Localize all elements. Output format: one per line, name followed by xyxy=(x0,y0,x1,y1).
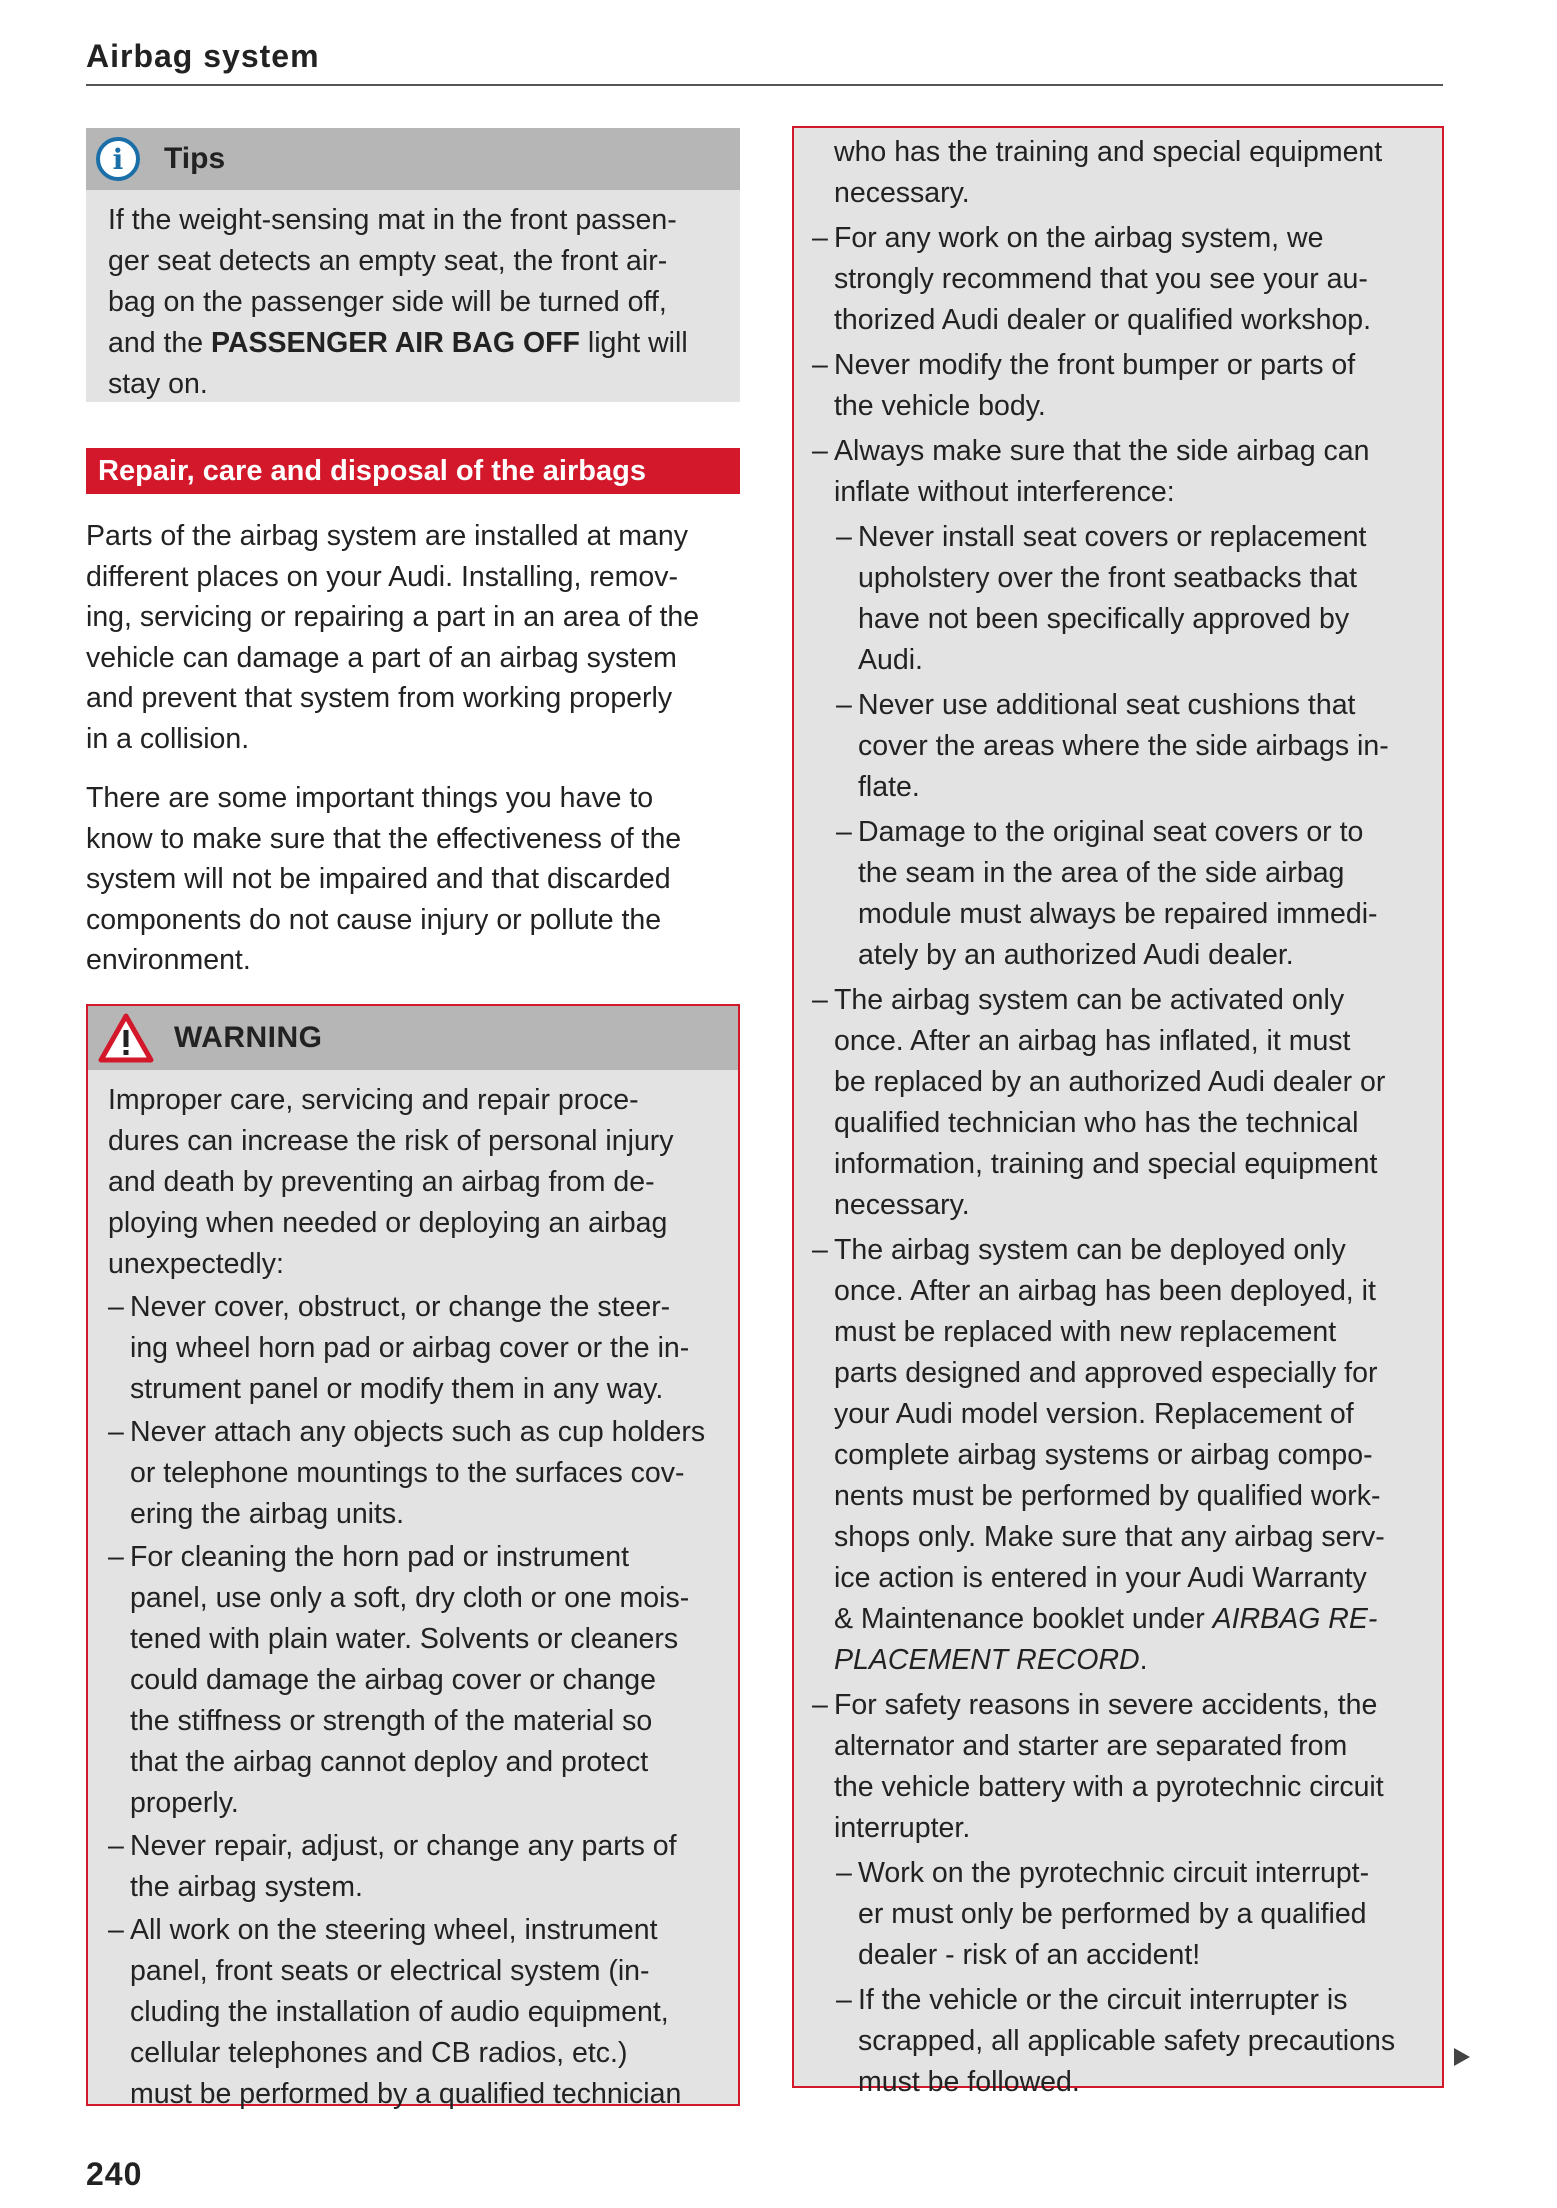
text-line: ering the airbag units. xyxy=(130,1498,405,1530)
text-line: be replaced by an authorized Audi dealer or xyxy=(834,1066,1386,1098)
text-line: – Never cover, obstruct, or change the steer- xyxy=(130,1291,671,1323)
text-line: components do not cause injury or pollute the xyxy=(86,903,662,936)
text-line: Audi. xyxy=(858,644,923,676)
text-line: must be followed. xyxy=(858,2066,1080,2098)
warning-header xyxy=(88,1006,738,1070)
text-line: If the weight-sensing mat in the front passen- xyxy=(108,204,677,236)
text-line: must be replaced with new replacement xyxy=(834,1316,1337,1348)
text-line: system will not be impaired and that discarded xyxy=(86,863,671,896)
text-line: and prevent that system from working properly xyxy=(86,682,673,715)
text-line: dures can increase the risk of personal injury xyxy=(108,1125,674,1157)
text-line: vehicle can damage a part of an airbag system xyxy=(86,641,677,674)
text-line: module must always be repaired immedi- xyxy=(858,898,1378,930)
text-line: strongly recommend that you see your au- xyxy=(834,263,1368,295)
paragraph-intro xyxy=(86,516,746,760)
list-item xyxy=(812,1230,1428,1681)
text-line: ger seat detects an empty seat, the front air- xyxy=(108,245,668,277)
list-item xyxy=(812,345,1428,427)
list-item xyxy=(108,1537,720,1824)
text-line xyxy=(834,1599,1428,1640)
text-line: Parts of the airbag system are installed at many xyxy=(86,520,688,552)
text-line: ing, servicing or repairing a part in an area of the xyxy=(86,601,700,634)
tips-header xyxy=(86,128,740,190)
text-line: – If the vehicle or the circuit interrupter is xyxy=(858,1984,1348,2016)
text-line: tened with plain water. Solvents or cleaners xyxy=(130,1623,679,1655)
text-line: your Audi model version. Replacement of xyxy=(834,1398,1354,1430)
warning-triangle-icon xyxy=(98,1013,154,1063)
text-line: – The airbag system can be deployed only xyxy=(834,1234,1346,1266)
text-line: – Never modify the front bumper or parts of xyxy=(834,349,1356,381)
text-line: different places on your Audi. Installing, remov- xyxy=(86,560,678,593)
text-line: parts designed and approved especially for xyxy=(834,1357,1378,1389)
text-line: properly. xyxy=(130,1787,239,1819)
text-line: – Work on the pyrotechnic circuit interrupt- xyxy=(858,1857,1370,1889)
continue-arrow-icon xyxy=(1452,2046,1472,2068)
text-line: ploying when needed or deploying an airbag xyxy=(108,1207,668,1239)
tips-box xyxy=(86,128,740,402)
text-line: environment. xyxy=(86,944,251,977)
continued-item xyxy=(812,132,1428,214)
sub-list-item xyxy=(812,517,1428,681)
text-fragment: and the xyxy=(108,327,212,359)
text-line: – Never attach any objects such as cup holders xyxy=(130,1416,706,1448)
text-line: unexpectedly: xyxy=(108,1248,284,1280)
tips-text xyxy=(86,190,740,405)
list-item xyxy=(108,1412,720,1535)
text-fragment: light will xyxy=(579,327,688,359)
text-line: er must only be performed by a qualified xyxy=(858,1898,1367,1930)
warning-title: WARNING xyxy=(174,1021,323,1054)
section-heading: Repair, care and disposal of the airbags xyxy=(86,448,740,494)
text-line: know to make sure that the effectiveness of the xyxy=(86,822,682,855)
text-line: upholstery over the front seatbacks that xyxy=(858,562,1358,594)
text-line: interrupter. xyxy=(834,1812,971,1844)
text-line: qualified technician who has the technical xyxy=(834,1107,1359,1139)
text-line: bag on the passenger side will be turned off, xyxy=(108,286,667,318)
text-line: cluding the installation of audio equipment, xyxy=(130,1996,669,2028)
text-line: panel, use only a soft, dry cloth or one mois- xyxy=(130,1582,690,1614)
text-line: complete airbag systems or airbag compo- xyxy=(834,1439,1373,1471)
info-icon: i xyxy=(96,137,140,181)
text-fragment: . xyxy=(1139,1644,1148,1676)
list-item xyxy=(108,1910,720,2115)
text-line: information, training and special equipment xyxy=(834,1148,1378,1180)
text-line xyxy=(108,323,718,364)
list-item xyxy=(812,1685,1428,1849)
text-line: – Never use additional seat cushions that xyxy=(858,689,1356,721)
text-line: panel, front seats or electrical system (in- xyxy=(130,1955,650,1987)
warning-box xyxy=(86,1004,740,2110)
list-item xyxy=(812,431,1428,513)
text-line: necessary. xyxy=(834,1189,970,1221)
list-item xyxy=(108,1287,720,1410)
text-line: have not been specifically approved by xyxy=(858,603,1350,635)
text-line: ing wheel horn pad or airbag cover or the in- xyxy=(130,1332,690,1364)
text-line: ice action is entered in your Audi Warranty xyxy=(834,1562,1367,1594)
text-line: inflate without interference: xyxy=(834,476,1175,508)
text-line: – Always make sure that the side airbag can xyxy=(834,435,1370,467)
record-name: AIRBAG RE- xyxy=(1212,1603,1378,1635)
text-line: cover the areas where the side airbags in- xyxy=(858,730,1389,762)
list-item xyxy=(812,218,1428,341)
text-line: must be performed by a qualified technician xyxy=(130,2078,682,2110)
text-line: the vehicle body. xyxy=(834,390,1046,422)
text-line: cellular telephones and CB radios, etc.) xyxy=(130,2037,628,2069)
sub-list-item xyxy=(812,1853,1428,1976)
text-line: flate. xyxy=(858,771,920,803)
text-line: the stiffness or strength of the material so xyxy=(130,1705,653,1737)
text-line xyxy=(834,1640,1428,1681)
text-line: – All work on the steering wheel, instrument xyxy=(130,1914,658,1946)
text-line: stay on. xyxy=(108,368,208,400)
text-line: nents must be performed by qualified work- xyxy=(834,1480,1381,1512)
text-line: the vehicle battery with a pyrotechnic circuit xyxy=(834,1771,1384,1803)
text-line: dealer - risk of an accident! xyxy=(858,1939,1201,1971)
text-line: alternator and starter are separated from xyxy=(834,1730,1348,1762)
text-line: once. After an airbag has been deployed, it xyxy=(834,1275,1376,1307)
list-item xyxy=(108,1826,720,1908)
text-line: – For any work on the airbag system, we xyxy=(834,222,1324,254)
text-line: the airbag system. xyxy=(130,1871,363,1903)
text-line: strument panel or modify them in any way. xyxy=(130,1373,664,1405)
text-line: necessary. xyxy=(834,177,970,209)
text-line: that the airbag cannot deploy and protect xyxy=(130,1746,649,1778)
text-line: – The airbag system can be activated only xyxy=(834,984,1345,1016)
sub-list-item xyxy=(812,1980,1428,2103)
text-line: – For safety reasons in severe accidents, the xyxy=(834,1689,1378,1721)
text-fragment: & Maintenance booklet under xyxy=(834,1603,1213,1635)
text-line: the seam in the area of the side airbag xyxy=(858,857,1345,889)
paragraph-importance xyxy=(86,778,746,981)
text-line: – For cleaning the horn pad or instrument xyxy=(130,1541,630,1573)
text-line: thorized Audi dealer or qualified workshop. xyxy=(834,304,1372,336)
header-divider xyxy=(86,84,1443,86)
warning-text xyxy=(88,1070,738,2115)
warning-continuation-box xyxy=(792,126,1444,2098)
sub-list-item xyxy=(812,812,1428,976)
page-header-title: Airbag system xyxy=(86,38,320,74)
record-name: PLACEMENT RECORD xyxy=(834,1644,1140,1676)
text-line: once. After an airbag has inflated, it must xyxy=(834,1025,1351,1057)
indicator-name: PASSENGER AIR BAG OFF xyxy=(211,327,580,359)
text-line: ately by an authorized Audi dealer. xyxy=(858,939,1294,971)
text-line: who has the training and special equipment xyxy=(834,136,1383,168)
text-line: – Never repair, adjust, or change any parts of xyxy=(130,1830,677,1862)
text-line: shops only. Make sure that any airbag serv- xyxy=(834,1521,1385,1553)
text-line: scrapped, all applicable safety precautions xyxy=(858,2025,1396,2057)
page-number: 240 xyxy=(86,2156,143,2192)
text-line: – Damage to the original seat covers or to xyxy=(858,816,1364,848)
text-line: or telephone mountings to the surfaces cov- xyxy=(130,1457,685,1489)
text-line: and death by preventing an airbag from de- xyxy=(108,1166,655,1198)
list-item xyxy=(812,980,1428,1226)
text-line: There are some important things you have to xyxy=(86,782,654,814)
text-line: could damage the airbag cover or change xyxy=(130,1664,657,1696)
tips-title: Tips xyxy=(164,142,226,175)
text-line: – Never install seat covers or replacement xyxy=(858,521,1367,553)
warning-continuation-text xyxy=(794,128,1442,2103)
text-line: in a collision. xyxy=(86,722,250,755)
sub-list-item xyxy=(812,685,1428,808)
text-line: Improper care, servicing and repair proce- xyxy=(108,1084,639,1116)
